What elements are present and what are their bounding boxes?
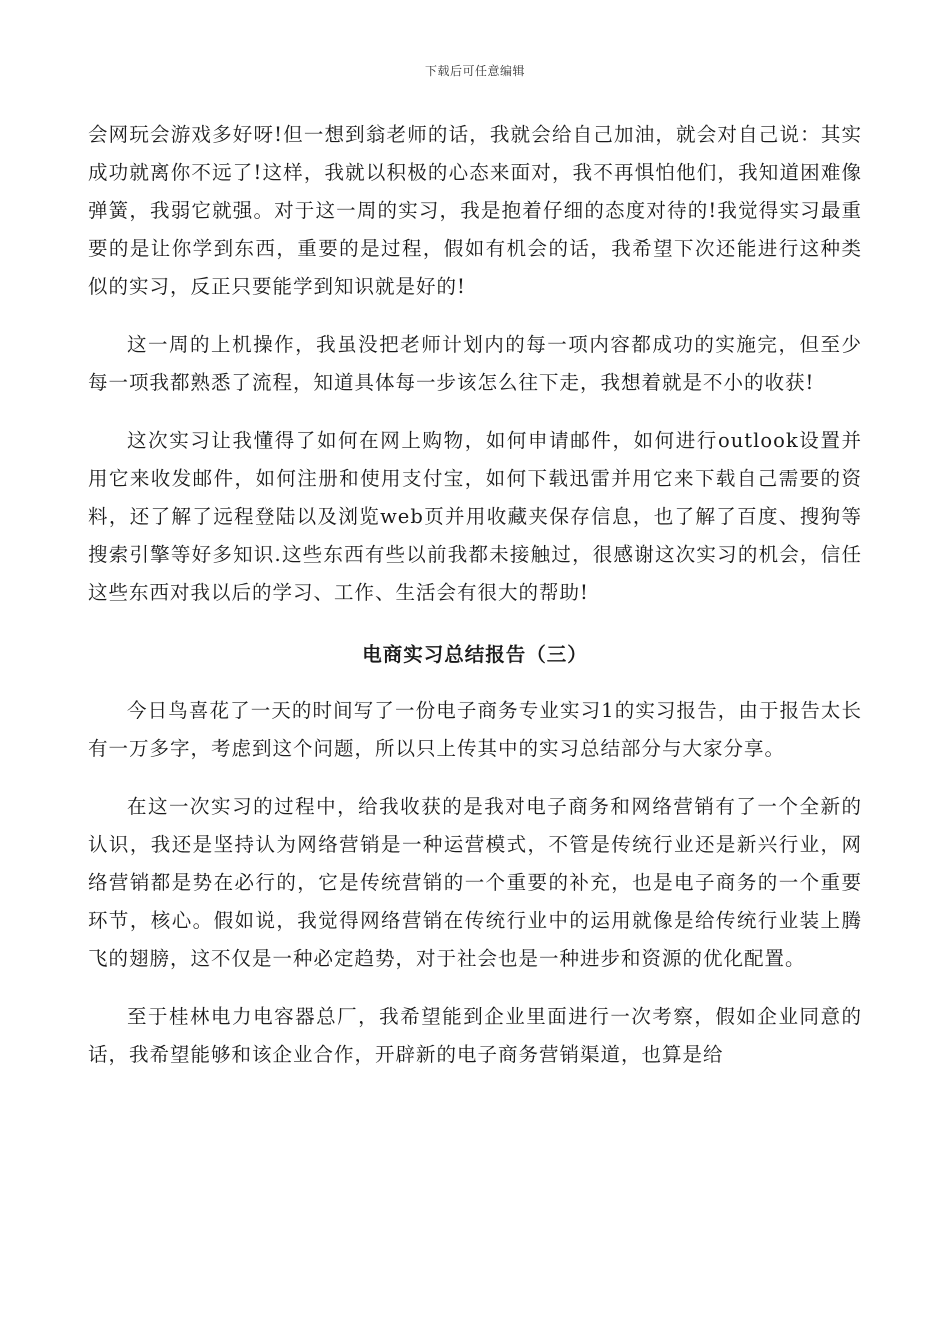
document-body [88,116,862,1094]
header-note: 下载后可任意编辑 [424,64,525,78]
paragraph-skills-learned: 这次实习让我懂得了如何在网上购物，如何申请邮件，如何进行outlook设置并用它来收发邮件，如何注册和使用支付宝，如何下载迅雷并用它来下载自己需要的资料，还了解了远程登陆以及浏览web页并用收藏夹保存信息，也了解了百度、搜狗等搜索引擎等好多知识.这些东西有些以前我都未接触过，很感谢这次实习的机会，信任这些东西对我以后的学习、工作、生活会有很大的帮助! [88,429,862,604]
paragraph-continuation: 会网玩会游戏多好呀!但一想到翁老师的话，我就会给自己加油，就会对自己说：其实成功就离你不远了!这样，我就以积极的心态来面对，我不再惧怕他们，我知道困难像弹簧，我弱它就强。对于这一周的实习，我是抱着仔细的态度对待的!我觉得实习最重要的是让你学到东西，重要的是过程，假如有机会的话，我希望下次还能进行这种类似的实习，反正只要能学到知识就是好的! [88,123,862,298]
section-title: 电商实习总结报告（三） [362,643,588,666]
paragraph-ecommerce-insight: 在这一次实习的过程中，给我收获的是我对电子商务和网络营销有了一个全新的认识，我还是坚持认为网络营销是一种运营模式，不管是传统行业还是新兴行业，网络营销都是势在必行的，它是传统营销的一个重要的补充，也是电子商务的一个重要环节，核心。假如说，我觉得网络营销在传统行业中的运用就像是给传统行业装上腾飞的翅膀，这不仅是一种必定趋势，对于社会也是一种进步和资源的优化配置。 [88,795,862,970]
paragraph-practice-summary: 这一周的上机操作，我虽没把老师计划内的每一项内容都成功的实施完，但至少每一项我都熟悉了流程，知道具体每一步该怎么往下走，我想着就是不小的收获! [88,333,862,394]
paragraph-report-intro: 今日鸟喜花了一天的时间写了一份电子商务专业实习1的实习报告，由于报告太长有一万多字，考虑到这个问题，所以只上传其中的实习总结部分与大家分享。 [88,699,862,760]
paragraph-company-visit: 至于桂林电力电容器总厂，我希望能到企业里面进行一次考察，假如企业同意的话，我希望能够和该企业合作，开辟新的电子商务营销渠道，也算是给 [88,1005,862,1066]
